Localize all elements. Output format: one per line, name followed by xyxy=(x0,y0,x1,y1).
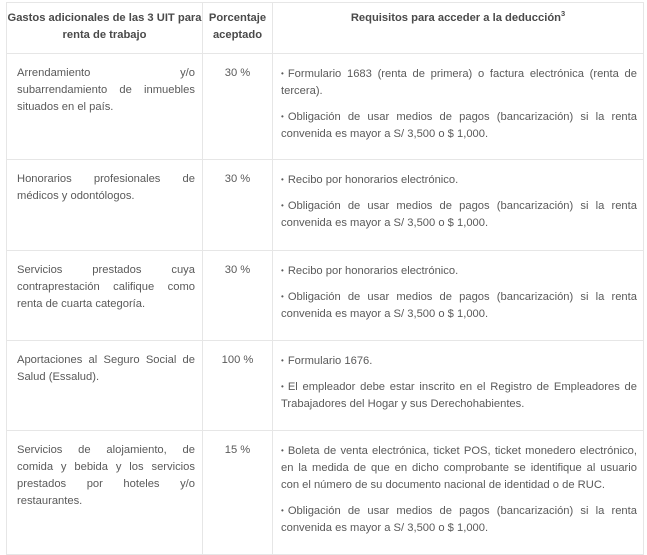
cell-gasto: Servicios prestados cuya contraprestación califique como renta de cuarta categoría. xyxy=(7,251,203,341)
requisito-text: El empleador debe estar inscrito en el Registro de Empleadores de Trabajadores del Hogar y sus Derechohabientes. xyxy=(281,381,637,410)
deductions-table xyxy=(6,2,644,555)
cell-gasto: Arrendamiento y/o subarrendamiento de inmuebles situados en el país. xyxy=(7,54,203,160)
header-porcentaje: Porcentaje aceptado xyxy=(203,3,273,54)
bullet-icon: • xyxy=(281,292,284,301)
bullet-icon: • xyxy=(281,175,284,184)
cell-gasto: Honorarios profesionales de médicos y odontólogos. xyxy=(7,160,203,251)
table-row xyxy=(7,54,644,160)
cell-requisitos xyxy=(273,341,644,431)
header-gastos: Gastos adicionales de las 3 UIT para renta de trabajo xyxy=(7,3,203,54)
bullet-icon: • xyxy=(281,446,284,455)
cell-requisitos xyxy=(273,54,644,160)
table-row xyxy=(7,431,644,555)
cell-requisitos xyxy=(273,251,644,341)
requisito-item xyxy=(281,288,637,323)
cell-porcentaje: 30 % xyxy=(203,251,273,341)
table-row xyxy=(7,341,644,431)
table-header-row xyxy=(7,3,644,54)
requisito-item xyxy=(281,352,637,370)
bullet-icon: • xyxy=(281,266,284,275)
requisito-item xyxy=(281,65,637,100)
table-row xyxy=(7,160,644,251)
bullet-icon: • xyxy=(281,356,284,365)
requisito-item xyxy=(281,108,637,143)
bullet-icon: • xyxy=(281,112,284,121)
bullet-icon: • xyxy=(281,201,284,210)
bullet-icon: • xyxy=(281,69,284,78)
requisito-text: Formulario 1683 (renta de primera) o factura electrónica (renta de tercera). xyxy=(281,68,637,97)
cell-requisitos xyxy=(273,431,644,555)
requisito-text: Boleta de venta electrónica, ticket POS, ticket monedero electrónico, en la medida de que en dicho comprobante se identifique al usuario con el número de su documento nacional de identidad o de RUC. xyxy=(281,445,637,491)
requisito-text: Recibo por honorarios electrónico. xyxy=(287,174,459,186)
bullet-icon: • xyxy=(281,506,284,515)
bullet-icon: • xyxy=(281,382,284,391)
requisito-item xyxy=(281,442,637,494)
cell-porcentaje: 30 % xyxy=(203,54,273,160)
requisito-text: Formulario 1676. xyxy=(287,355,373,367)
requisito-item xyxy=(281,171,637,189)
requisito-text: Recibo por honorarios electrónico. xyxy=(287,265,459,277)
requisito-item xyxy=(281,262,637,280)
header-requisitos xyxy=(273,3,644,54)
table-row xyxy=(7,251,644,341)
requisito-text: Obligación de usar medios de pagos (bancarización) si la renta convenida es mayor a S/ 3,500 o $ 1,000. xyxy=(281,200,637,229)
requisito-text: Obligación de usar medios de pagos (bancarización) si la renta convenida es mayor a S/ 3,500 o $ 1,000. xyxy=(281,291,637,320)
footnote-reference: 3 xyxy=(560,9,566,18)
cell-porcentaje: 15 % xyxy=(203,431,273,555)
requisito-text: Obligación de usar medios de pagos (bancarización) si la renta convenida es mayor a S/ 3,500 o $ 1,000. xyxy=(281,111,637,140)
header-requisitos-label: Requisitos para acceder a la deducción xyxy=(350,12,561,24)
cell-gasto: Aportaciones al Seguro Social de Salud (Essalud). xyxy=(7,341,203,431)
cell-porcentaje: 30 % xyxy=(203,160,273,251)
cell-requisitos xyxy=(273,160,644,251)
requisito-text: Obligación de usar medios de pagos (bancarización) si la renta convenida es mayor a S/ 3,500 o $ 1,000. xyxy=(281,505,637,534)
requisito-item xyxy=(281,197,637,232)
cell-porcentaje: 100 % xyxy=(203,341,273,431)
requisito-item xyxy=(281,378,637,413)
cell-gasto: Servicios de alojamiento, de comida y bebida y los servicios prestados por hoteles y/o restaurantes. xyxy=(7,431,203,555)
requisito-item xyxy=(281,502,637,537)
